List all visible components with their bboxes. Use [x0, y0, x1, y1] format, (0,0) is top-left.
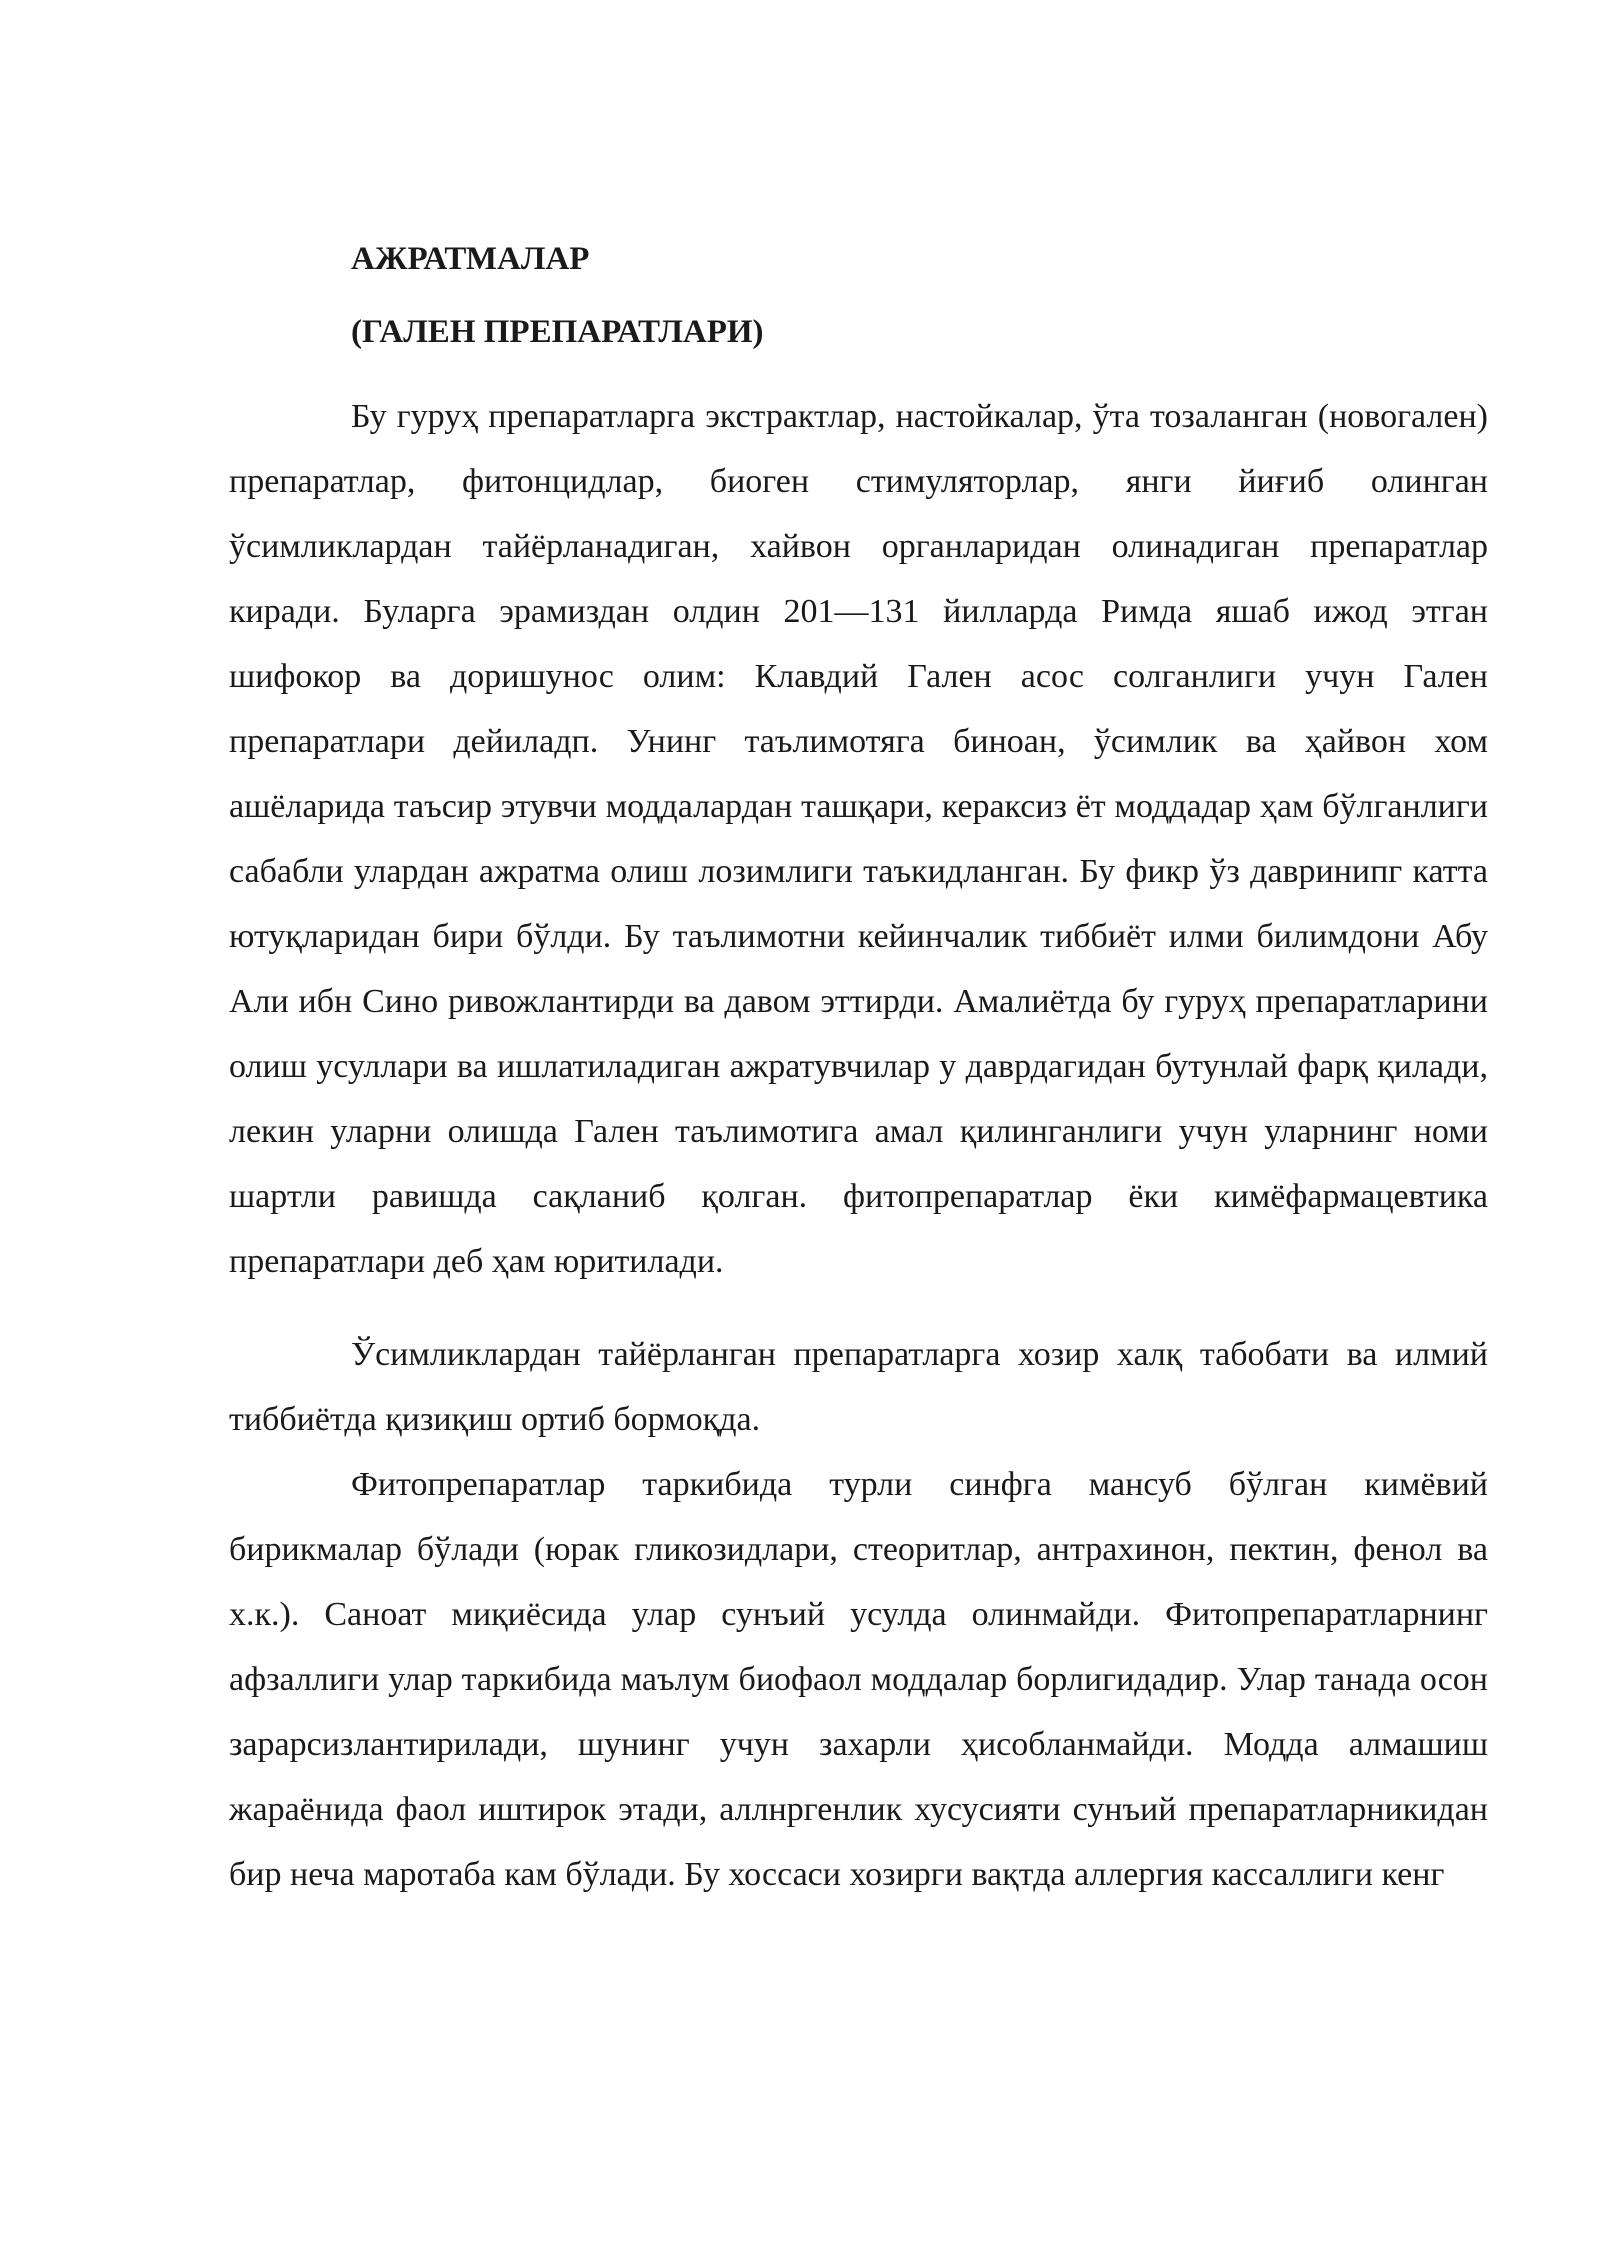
- document-title: АЖРАТМАЛАР: [351, 241, 590, 277]
- paragraph: Фитопрепаратлар таркибида турли синфга мансуб бўлган кимёвий бирикмалар бўлади (юрак гликозидлари, стеоритлар, антрахинон, пектин, фенол ва х.к.). Саноат миқиёсида улар сунъий усулда олинмайди. Фитопрепаратларнинг афзаллиги улар таркибида маълум биофаол моддалар борлигидадир. Улар танада осон зарарсизлантирилади, шунинг учун захарли ҳисобланмайди. Модда алмашиш жараёнида фаол иштирок этади, аллнргенлик хусусияти сунъий препаратларникидан бир неча маротаба кам бўлади. Бу хоссаси хозирги вақтда аллергия кассаллиги кенг: [229, 1465, 1488, 1893]
- paragraph: Ўсимликлардан тайёрланган препаратларга хозир халқ табобати ва илмий тиббиётда қизиқиш ортиб бормоқда.: [229, 1335, 1488, 1438]
- paragraph: Бу гуруҳ препаратларга экстрактлар, настойкалар, ўта тозаланган (новогален) препаратлар, фитонцидлар, биоген стимуляторлар, янги йиғиб олинган ўсимликлардан тайёрланадиган, хайвон органларидан олинадиган препаратлар киради. Буларга эрамиздан олдин 201—131 йилларда Римда яшаб ижод этган шифокор ва доришунос олим: Клавдий Гален асос солганлиги учун Гален препаратлари дейиладп. Унинг таълимотяга биноан, ўсимлик ва ҳайвон хом ашёларида таъсир этувчи моддалардан ташқари, кераксиз ёт моддадар ҳам бўлганлиги сабабли улардан ажратма олиш лозимлиги таъкидланган. Бу фикр ўз давринипг катта ютуқларидан бири бўлди. Бу таълимотни кейинчалик тиббиёт илми билимдони Абу Али ибн Сино ривожлантирди ва давом эттирди. Амалиётда бу гуруҳ препаратларини олиш усуллари ва ишлатиладиган ажратувчилар у даврдагидан бутунлай фарқ қилади, лекин уларни олишда Гален таълимотига амал қилинганлиги учун уларнинг номи шартли равишда сақланиб қолган. фитопрепаратлар ёки кимёфармацевтика препаратлари деб ҳам юритилади.: [229, 397, 1488, 1280]
- document-subtitle: (ГАЛЕН ПРЕПАРАТЛАРИ): [351, 313, 764, 350]
- page-content: [229, 238, 1488, 1907]
